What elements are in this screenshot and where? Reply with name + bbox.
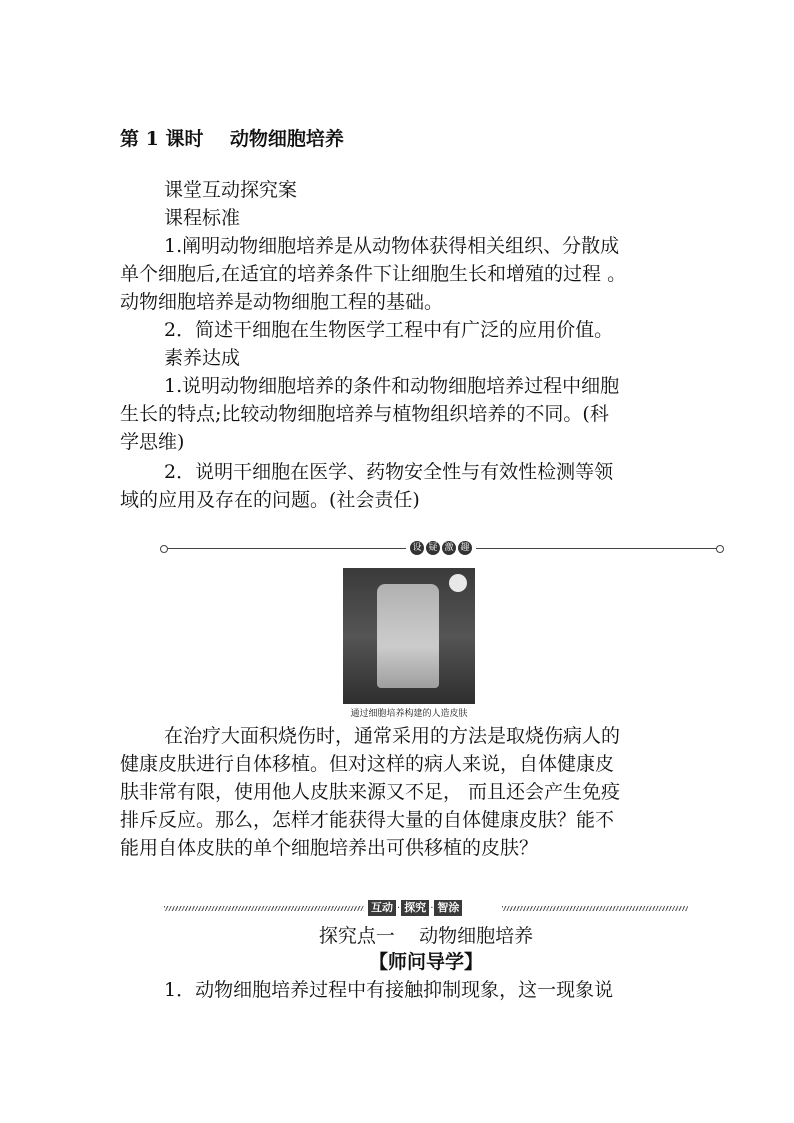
literacy-heading: 素养达成 (164, 347, 241, 369)
question-line: 1．动物细胞培养过程中有接触抑制现象，这一现象说 (164, 979, 614, 1001)
literacy-line: 域的应用及存在的问题。(社会责任) (120, 489, 420, 511)
intro-paragraph-line: 在治疗大面积烧伤时，通常采用的方法是取烧伤病人的 (164, 725, 621, 747)
badge-char: 设 (410, 541, 424, 555)
standard-line: 动物细胞培养是动物细胞工程的基础。 (120, 291, 444, 313)
badge-char: 疑 (426, 541, 440, 555)
standard-line: 单个细胞后,在适宜的培养条件下让细胞生长和增殖的过程 。 (120, 263, 627, 285)
standard-heading: 课程标准 (164, 207, 241, 229)
intro-paragraph-line: 健康皮肤进行自体移植。但对这样的病人来说，自体健康皮 (120, 753, 615, 775)
literacy-line: 2．说明干细胞在医学、药物安全性与有效性检测等领 (164, 461, 614, 483)
tag-word: 互动 (368, 900, 396, 916)
standard-line: 2．简述干细胞在生物医学工程中有广泛的应用价值。 (164, 319, 614, 341)
standard-line: 1.阐明动物细胞培养是从动物体获得相关组织、分散成 (164, 235, 620, 257)
tag-word: 智涂 (434, 900, 462, 916)
literacy-line: 生长的特点;比较动物细胞培养与植物组织培养的不同。(科 (120, 403, 609, 425)
literacy-line: 学思维) (120, 431, 185, 453)
section-header: 课堂互动探究案 (164, 179, 298, 201)
page-title: 第 1 课时 动物细胞培养 (120, 128, 344, 150)
literacy-line: 1.说明动物细胞培养的条件和动物细胞培养过程中细胞 (164, 375, 620, 397)
intro-paragraph-line: 能用自体皮肤的单个细胞培养出可供移植的皮肤？ (120, 837, 539, 859)
intro-paragraph-line: 肤非常有限，使用他人皮肤来源又不足， 而且还会产生免疫 (120, 781, 621, 803)
hatch-divider-right (502, 906, 688, 911)
section-tag: 互动 · 探究 · 智涂 (366, 900, 464, 916)
artificial-skin-photo (343, 568, 475, 704)
guide-heading: 【师问导学】 (368, 951, 483, 973)
intro-paragraph-line: 排斥反应。那么，怎样才能获得大量的自体健康皮肤？能不 (120, 809, 615, 831)
hatch-divider-left (164, 906, 364, 911)
explore-title: 探究点一 动物细胞培养 (318, 925, 534, 947)
badge-char: 趣 (458, 541, 472, 555)
badge-char: 激 (442, 541, 456, 555)
tweezer-tip (449, 574, 467, 592)
tag-word: 探究 (401, 900, 429, 916)
figure-caption: 通过细胞培养构建的人造皮肤 (350, 709, 468, 719)
skin-sheet (377, 584, 439, 688)
intro-badge (406, 541, 476, 555)
